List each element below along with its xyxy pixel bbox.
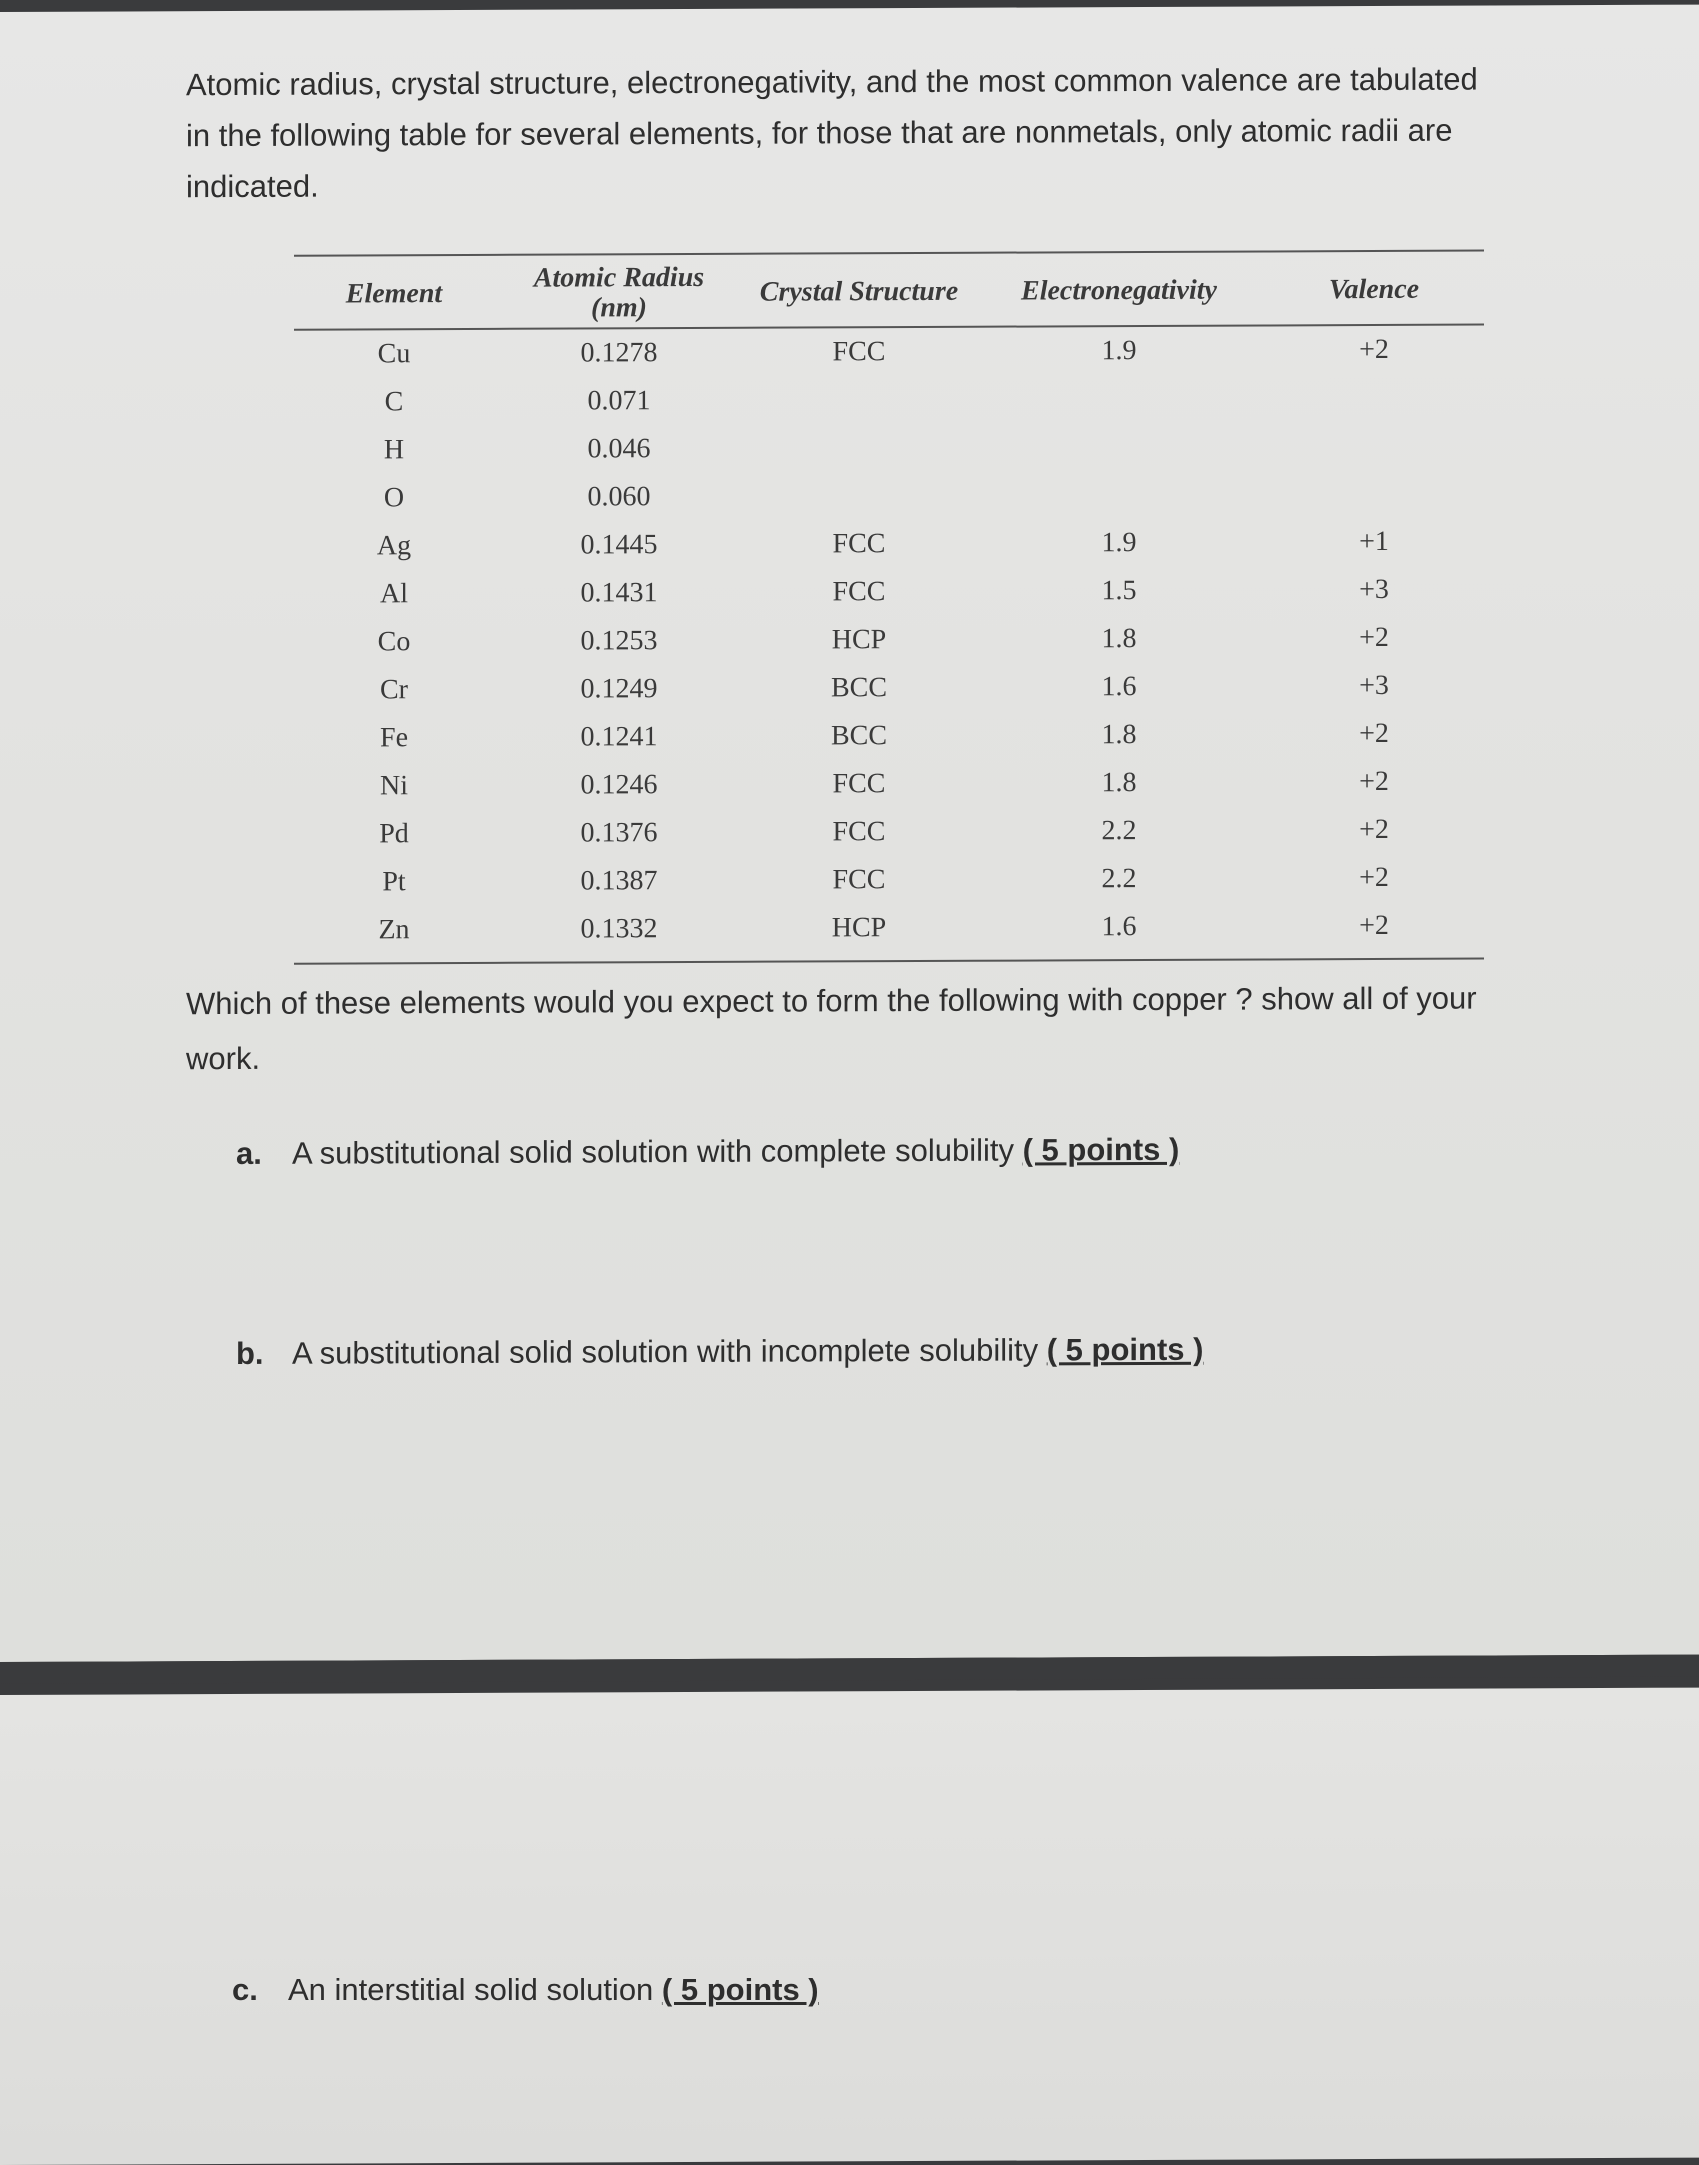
cell-valence xyxy=(1264,470,1484,519)
cell-structure: FCC xyxy=(832,528,886,560)
cell-element: Ag xyxy=(376,530,412,562)
cell-element: Fe xyxy=(380,722,408,754)
header-valence: Valence xyxy=(1264,251,1484,326)
cell-valence: +3 xyxy=(1359,669,1389,702)
cell-valence: +2 xyxy=(1359,621,1389,654)
part-points: ( 5 points ) xyxy=(1022,1131,1180,1168)
table-row xyxy=(294,374,1484,427)
table-row xyxy=(294,662,1484,715)
table-row xyxy=(294,518,1484,571)
cell-valence: +2 xyxy=(1359,717,1389,750)
part-b xyxy=(236,1332,1203,1372)
cell-element: Al xyxy=(380,578,408,610)
cell-electronegativity: 1.8 xyxy=(1101,623,1137,655)
cell-electronegativity: 1.6 xyxy=(1101,671,1137,703)
cell-element: O xyxy=(383,482,405,514)
header-element: Element xyxy=(294,255,494,330)
cell-radius: 0.1445 xyxy=(580,529,658,561)
cell-radius: 0.046 xyxy=(587,433,651,465)
cell-valence: +2 xyxy=(1359,861,1389,894)
table-row xyxy=(294,902,1484,964)
part-text: A substitutional solid solution with complete solubility xyxy=(292,1132,1023,1171)
table-row xyxy=(294,710,1484,763)
table-row xyxy=(294,470,1484,523)
cell-structure xyxy=(744,424,974,473)
intro-line: Atomic radius, crystal structure, electronegativity, and the most common valence are tabulated xyxy=(186,61,1478,103)
header-atomic-radius xyxy=(494,254,744,329)
table-row xyxy=(294,325,1484,379)
cell-electronegativity: 2.2 xyxy=(1101,863,1137,895)
cell-valence xyxy=(1264,374,1484,423)
table-row xyxy=(294,806,1484,859)
cell-electronegativity: 1.8 xyxy=(1101,767,1137,799)
worksheet-page xyxy=(0,5,1699,1662)
cell-radius: 0.1249 xyxy=(580,673,658,705)
part-text: An interstitial solid solution xyxy=(288,1972,662,2007)
cell-electronegativity: 1.8 xyxy=(1101,719,1137,751)
cell-structure xyxy=(744,472,974,521)
table-row xyxy=(294,854,1484,907)
cell-structure: FCC xyxy=(832,336,886,368)
cell-radius: 0.1332 xyxy=(494,905,744,963)
cell-structure: FCC xyxy=(832,864,886,896)
cell-valence xyxy=(1264,422,1484,471)
table-row xyxy=(294,614,1484,667)
cell-radius: 0.1387 xyxy=(580,865,658,897)
cell-electronegativity: 2.2 xyxy=(1101,815,1137,847)
cell-radius: 0.1241 xyxy=(580,721,658,753)
cell-valence: +2 xyxy=(1359,765,1389,798)
cell-structure: BCC xyxy=(830,672,888,704)
cell-radius: 0.1431 xyxy=(580,577,658,609)
header-crystal-structure: Crystal Structure xyxy=(744,253,974,328)
cell-structure: FCC xyxy=(832,768,886,800)
cell-element: C xyxy=(384,386,404,418)
cell-valence: +2 xyxy=(1359,813,1389,846)
cell-radius: 0.1253 xyxy=(580,625,658,657)
cell-valence: +2 xyxy=(1264,902,1484,960)
table-body xyxy=(294,325,1484,964)
cell-electronegativity: 1.6 xyxy=(974,902,1264,960)
table-row xyxy=(294,422,1484,475)
cell-radius: 0.1278 xyxy=(580,337,658,369)
part-c xyxy=(232,1972,819,2008)
intro-line: in the following table for several elements, for those that are nonmetals, only atomic radii are xyxy=(186,112,1453,154)
cell-element: H xyxy=(383,434,405,466)
cell-valence: +3 xyxy=(1359,573,1389,606)
cell-element: Cr xyxy=(380,674,408,706)
cell-structure: BCC xyxy=(830,720,888,752)
cell-element: Pd xyxy=(379,818,409,850)
cell-element: Zn xyxy=(294,906,494,964)
cell-radius: 0.1246 xyxy=(580,769,658,801)
part-letter: b. xyxy=(236,1335,264,1371)
intro-line: indicated. xyxy=(186,168,319,205)
part-letter: a. xyxy=(236,1135,262,1171)
intro-paragraph xyxy=(186,53,1586,212)
part-text: A substitutional solid solution with incomplete solubility xyxy=(292,1332,1047,1371)
table-row xyxy=(294,566,1484,619)
part-points: ( 5 points ) xyxy=(661,1972,819,2007)
cell-element: Ni xyxy=(380,770,408,802)
cell-valence: +2 xyxy=(1359,333,1389,366)
cell-radius: 0.060 xyxy=(587,481,651,513)
header-atomic-radius-title: Atomic Radius xyxy=(533,261,705,294)
worksheet-page-continued xyxy=(0,1688,1699,2165)
element-properties-table xyxy=(294,250,1484,965)
cell-electronegativity: 1.5 xyxy=(1101,575,1137,607)
question-prompt xyxy=(186,970,1626,1086)
header-electronegativity: Electronegativity xyxy=(974,251,1264,326)
cell-electronegativity xyxy=(974,470,1264,519)
cell-structure: HCP xyxy=(744,904,974,962)
cell-structure: FCC xyxy=(832,576,886,608)
question-line: Which of these elements would you expect to form the following with copper ? show all of your xyxy=(186,980,1477,1022)
header-atomic-radius-unit: (nm) xyxy=(591,292,647,324)
cell-element: Pt xyxy=(382,866,406,898)
cell-radius: 0.1376 xyxy=(580,817,658,849)
cell-structure: FCC xyxy=(832,816,886,848)
question-line: work. xyxy=(186,1040,261,1077)
table-row xyxy=(294,758,1484,811)
cell-electronegativity: 1.9 xyxy=(1101,527,1137,559)
cell-element: Cu xyxy=(377,338,411,370)
cell-element: Co xyxy=(377,626,411,658)
table-header-row xyxy=(294,251,1484,330)
cell-electronegativity xyxy=(974,422,1264,471)
cell-valence: +1 xyxy=(1359,525,1389,558)
part-points: ( 5 points ) xyxy=(1046,1331,1204,1368)
part-letter: c. xyxy=(232,1972,258,2007)
part-a xyxy=(236,1132,1179,1172)
cell-structure: HCP xyxy=(831,624,887,656)
cell-electronegativity: 1.9 xyxy=(1101,335,1137,367)
cell-radius: 0.071 xyxy=(587,385,651,417)
cell-electronegativity xyxy=(974,374,1264,423)
cell-structure xyxy=(744,376,974,425)
